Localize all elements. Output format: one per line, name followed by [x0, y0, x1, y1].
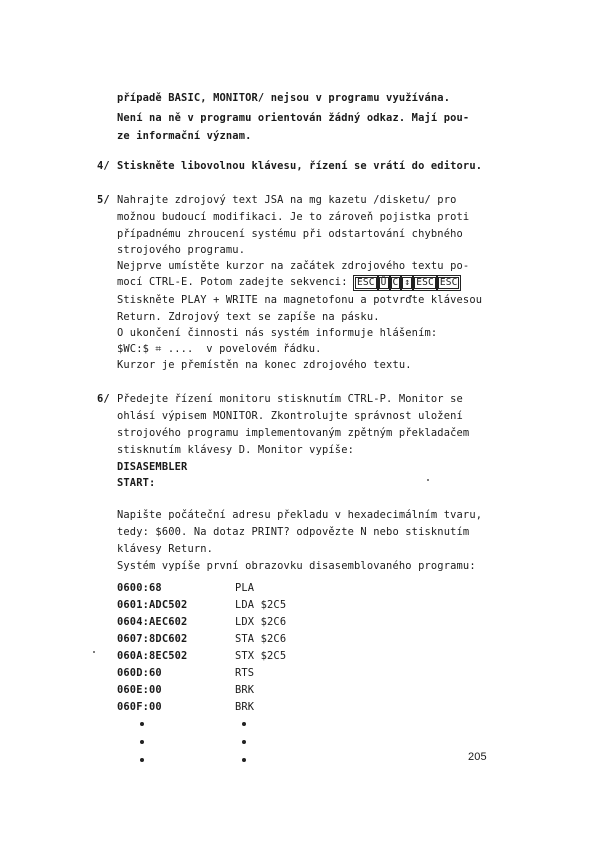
continuation-dot	[140, 740, 144, 744]
listing-instruction: RTS	[235, 667, 255, 679]
step-5-line: Stiskněte PLAY + WRITE na magnetofonu a potvrďte klávesou	[117, 294, 483, 306]
listing-address: 0607:8DC602	[117, 633, 188, 645]
step-5-number: 5/	[97, 194, 110, 206]
step-6-line: strojového programu implementovaným zpětným překladačem	[117, 427, 470, 439]
listing-address: 060E:00	[117, 684, 162, 696]
step-4-line: Stiskněte libovolnou klávesu, řízení se vrátí do editoru.	[117, 160, 483, 172]
intro-line: případě BASIC, MONITOR/ nejsou v programu využívána.	[117, 92, 451, 104]
listing-instruction: BRK	[235, 684, 255, 696]
listing-address: 0601:ADC502	[117, 599, 188, 611]
step-5-line: strojového programu.	[117, 244, 246, 256]
listing-address: 060F:00	[117, 701, 162, 713]
listing-address: 0604:AEC602	[117, 616, 188, 628]
step-6-line: DISASEMBLER	[117, 461, 188, 473]
continuation-dot	[242, 722, 246, 726]
key-esc: ESC	[416, 277, 434, 288]
continuation-dot	[140, 722, 144, 726]
listing-instruction: STX $2C5	[235, 650, 287, 662]
step-6-number: 6/	[97, 393, 110, 405]
continuation-dot	[242, 740, 246, 744]
step-6-line: ohlásí výpisem MONITOR. Zkontrolujte správnost uložení	[117, 410, 463, 422]
step-4-number: 4/	[97, 160, 110, 172]
key-c: C	[392, 277, 399, 288]
key-arrow: ↕	[404, 277, 411, 288]
intro-line: Není na ně v programu orientován žádný odkaz. Mají pou-	[117, 112, 470, 124]
key-u: Û	[380, 277, 387, 288]
listing-address: 060D:60	[117, 667, 162, 679]
page-number: 205	[468, 751, 487, 763]
listing-instruction: STA $2C6	[235, 633, 287, 645]
scan-speck	[93, 651, 95, 653]
step-6-line: Napište počáteční adresu překladu v hexadecimálním tvaru,	[117, 509, 483, 521]
listing-instruction: LDA $2C5	[235, 599, 287, 611]
continuation-dot	[242, 758, 246, 762]
listing-instruction: PLA	[235, 582, 255, 594]
listing-address: 060A:8EC502	[117, 650, 188, 662]
key-sequence-line	[117, 276, 460, 289]
step-5-line: případnému zhroucení systému při odstartování chybného	[117, 228, 463, 240]
step-5-line: Nahrajte zdrojový text JSA na mg kazetu /disketu/ pro	[117, 194, 457, 206]
step-6-line: START:	[117, 477, 156, 489]
step-6-line: Systém vypíše první obrazovku disasemblovaného programu:	[117, 560, 476, 572]
step-5-line: $WC:$ ⌗ .... v povelovém řádku.	[117, 343, 322, 355]
step-5-line: Return. Zdrojový text se zapíše na pásku.	[117, 311, 380, 323]
key-sequence-prefix: mocí CTRL-E. Potom zadejte sekvenci:	[117, 276, 355, 288]
listing-instruction: LDX $2C6	[235, 616, 287, 628]
listing-instruction: BRK	[235, 701, 255, 713]
step-6-line: klávesy Return.	[117, 543, 214, 555]
step-6-line: stisknutím klávesy D. Monitor vypíše:	[117, 444, 355, 456]
step-6-line: Předejte řízení monitoru stisknutím CTRL-P. Monitor se	[117, 393, 463, 405]
key-esc: ESC	[357, 277, 375, 288]
step-5-line: možnou budoucí modifikaci. Je to zároveň pojistka proti	[117, 211, 470, 223]
continuation-dot	[140, 758, 144, 762]
step-5-line: O ukončení činnosti nás systém informuje hlášením:	[117, 327, 438, 339]
intro-line: ze informační význam.	[117, 130, 252, 142]
step-6-line: tedy: $600. Na dotaz PRINT? odpovězte N nebo stisknutím	[117, 526, 470, 538]
listing-address: 0600:68	[117, 582, 162, 594]
step-5-line: Kurzor je přemístěn na konec zdrojového textu.	[117, 359, 412, 371]
scan-speck	[427, 479, 429, 481]
step-5-line: Nejprve umístěte kurzor na začátek zdrojového textu po-	[117, 260, 470, 272]
key-esc: ESC	[439, 277, 458, 288]
